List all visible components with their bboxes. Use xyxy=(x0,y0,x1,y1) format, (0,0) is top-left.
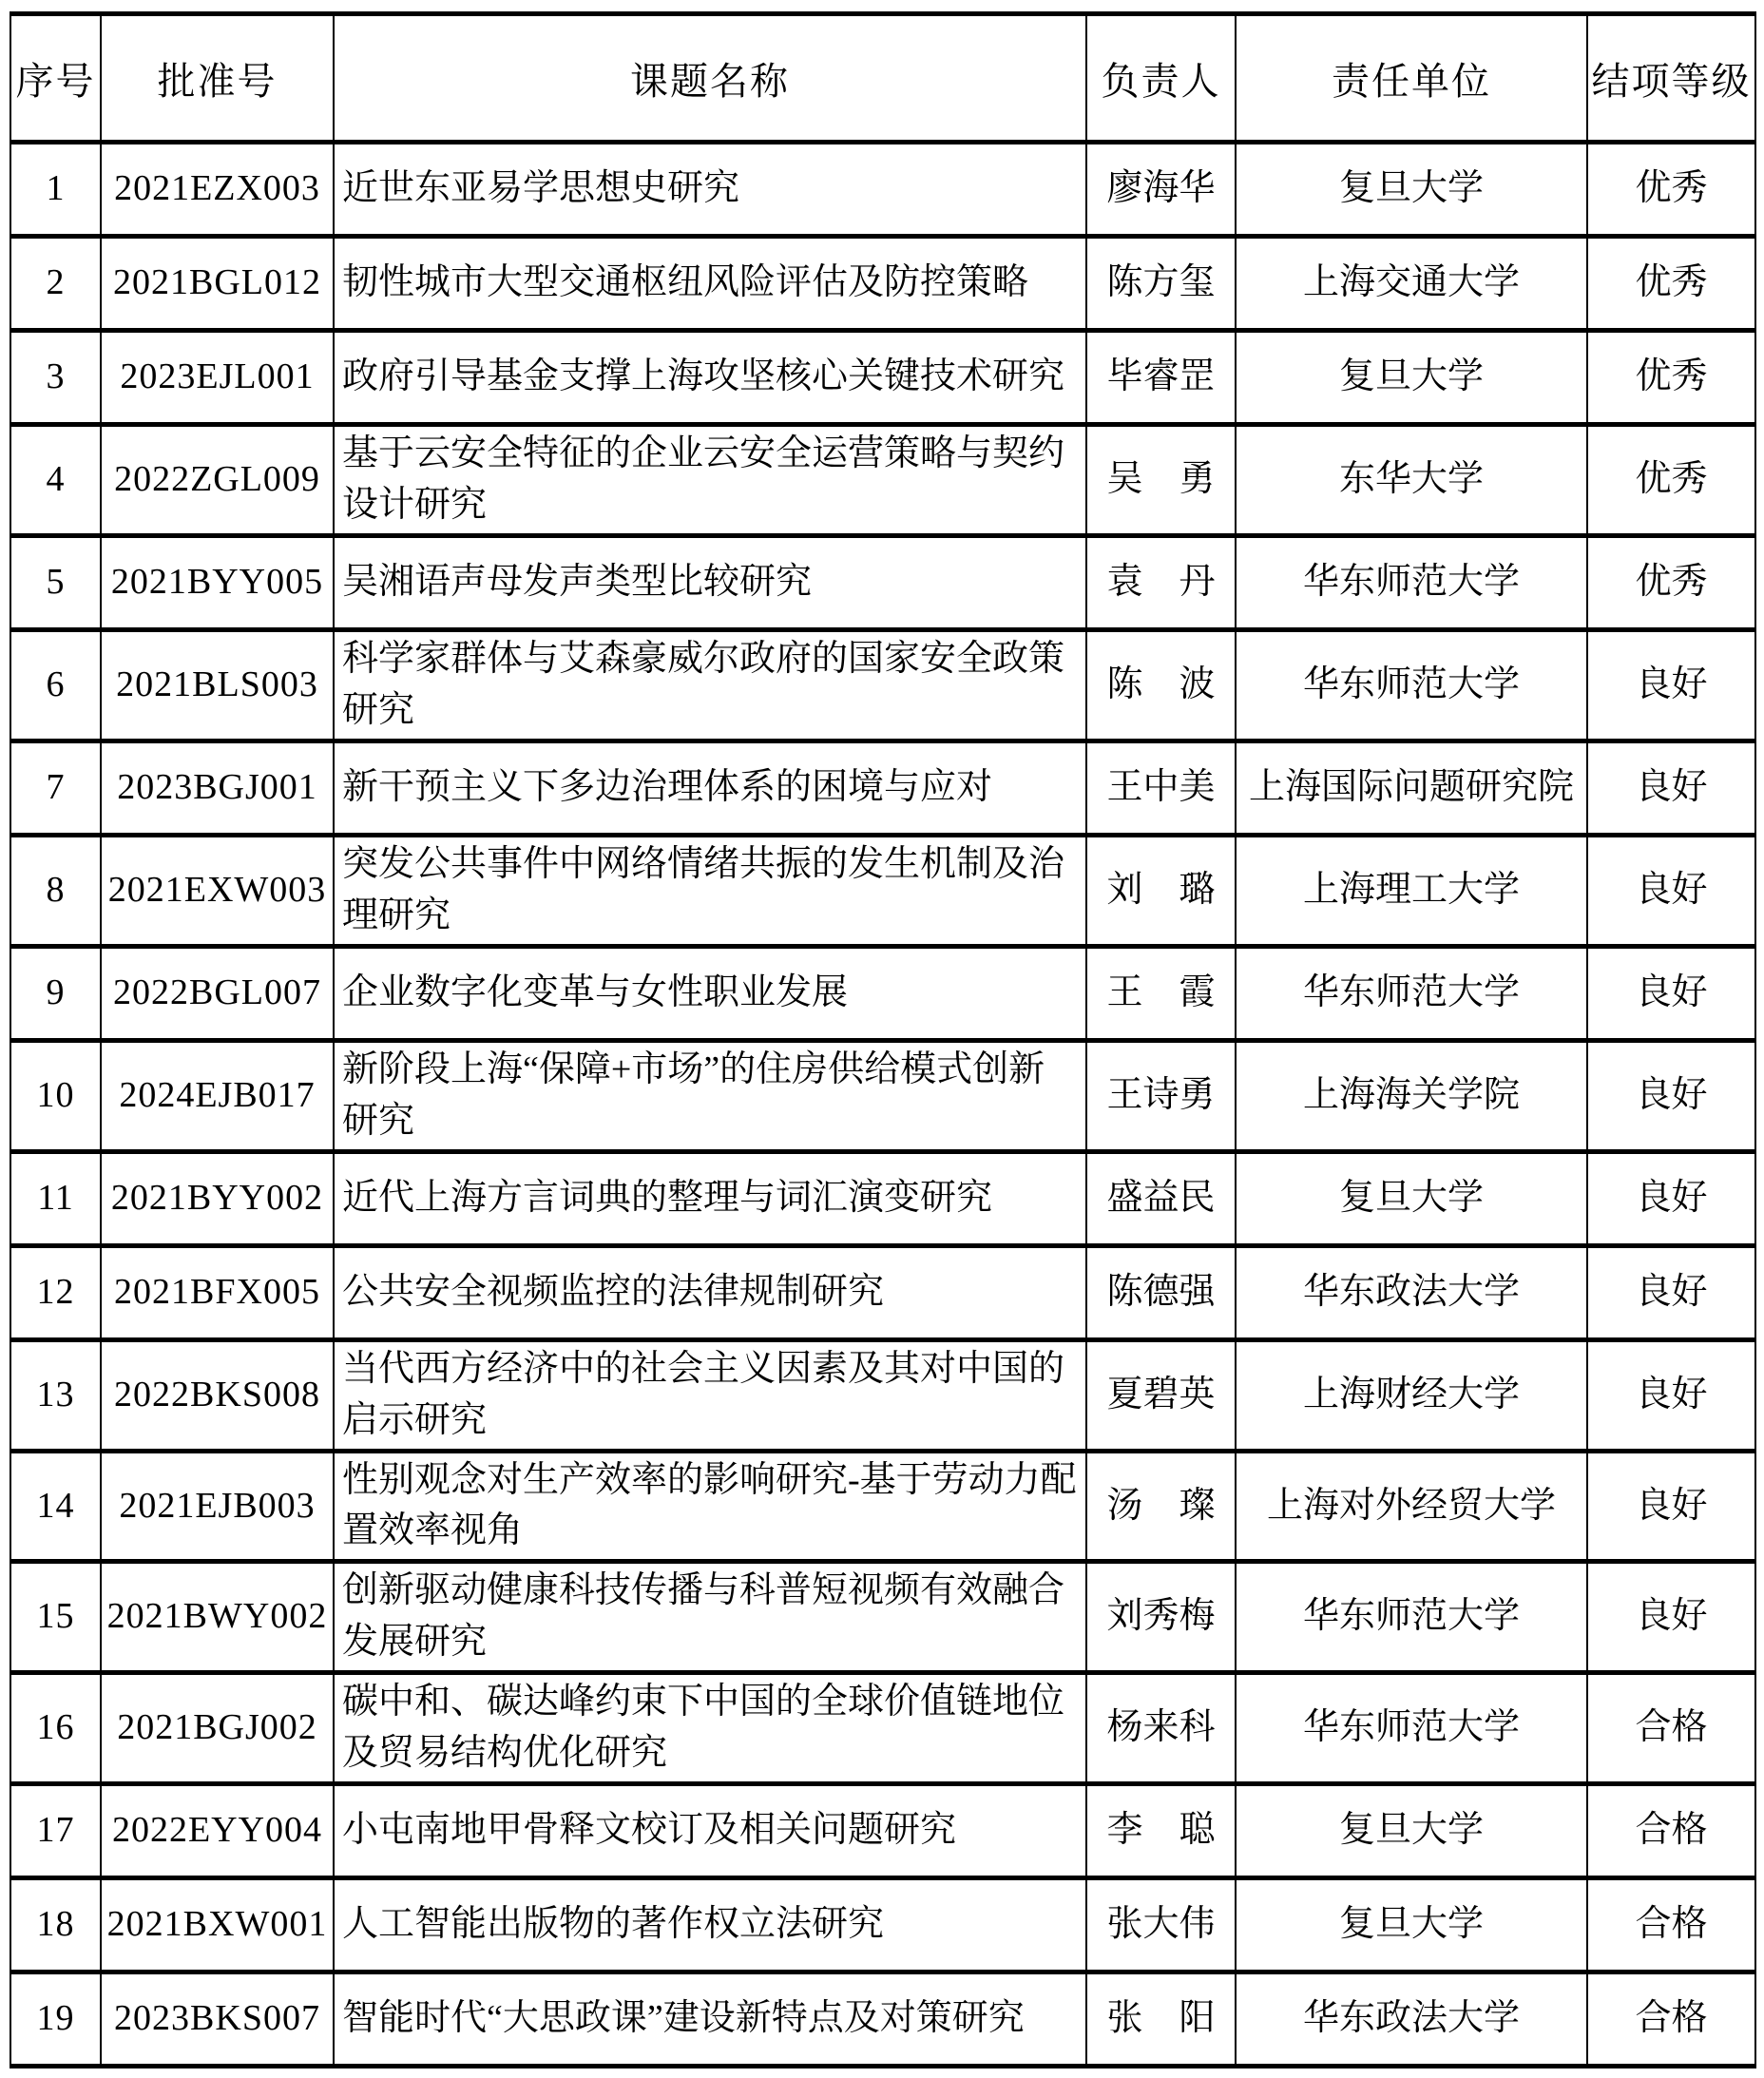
cell-approval-number: 2024EJB017 xyxy=(101,1040,334,1151)
cell-project-title: 当代西方经济中的社会主义因素及其对中国的启示研究 xyxy=(334,1339,1086,1451)
cell-unit: 华东师范大学 xyxy=(1236,946,1587,1040)
cell-index: 14 xyxy=(10,1451,101,1562)
cell-unit: 复旦大学 xyxy=(1236,331,1587,425)
cell-leader: 刘秀梅 xyxy=(1086,1562,1236,1673)
cell-leader: 廖海华 xyxy=(1086,143,1236,237)
cell-index: 12 xyxy=(10,1245,101,1339)
cell-project-title: 智能时代“大思政课”建设新特点及对策研究 xyxy=(334,1972,1086,2067)
cell-unit: 华东师范大学 xyxy=(1236,629,1587,741)
column-header-grade: 结项等级 xyxy=(1587,14,1755,143)
cell-approval-number: 2021EZX003 xyxy=(101,143,334,237)
cell-project-title: 政府引导基金支撑上海攻坚核心关键技术研究 xyxy=(334,331,1086,425)
cell-project-title: 新阶段上海“保障+市场”的住房供给模式创新研究 xyxy=(334,1040,1086,1151)
cell-project-title: 公共安全视频监控的法律规制研究 xyxy=(334,1245,1086,1339)
cell-leader: 盛益民 xyxy=(1086,1151,1236,1245)
table-row xyxy=(10,237,1755,331)
table-row xyxy=(10,1673,1755,1784)
table-row xyxy=(10,1878,1755,1972)
cell-unit: 华东师范大学 xyxy=(1236,535,1587,629)
cell-index: 19 xyxy=(10,1972,101,2067)
cell-leader: 陈德强 xyxy=(1086,1245,1236,1339)
cell-grade: 合格 xyxy=(1587,1673,1755,1784)
cell-index: 9 xyxy=(10,946,101,1040)
table-row xyxy=(10,1562,1755,1673)
project-results-table xyxy=(10,11,1756,2068)
cell-leader: 毕睿罡 xyxy=(1086,331,1236,425)
cell-grade: 良好 xyxy=(1587,1151,1755,1245)
table-row xyxy=(10,741,1755,835)
cell-approval-number: 2023EJL001 xyxy=(101,331,334,425)
cell-leader: 李 聪 xyxy=(1086,1784,1236,1878)
cell-leader: 刘 璐 xyxy=(1086,835,1236,946)
cell-project-title: 韧性城市大型交通枢纽风险评估及防控策略 xyxy=(334,237,1086,331)
cell-unit: 复旦大学 xyxy=(1236,1784,1587,1878)
cell-unit: 上海海关学院 xyxy=(1236,1040,1587,1151)
cell-unit: 上海交通大学 xyxy=(1236,237,1587,331)
cell-grade: 良好 xyxy=(1587,741,1755,835)
table-row xyxy=(10,1784,1755,1878)
cell-project-title: 小屯南地甲骨释文校订及相关问题研究 xyxy=(334,1784,1086,1878)
cell-project-title: 科学家群体与艾森豪威尔政府的国家安全政策研究 xyxy=(334,629,1086,741)
cell-grade: 良好 xyxy=(1587,1451,1755,1562)
table-row xyxy=(10,1451,1755,1562)
cell-project-title: 吴湘语声母发声类型比较研究 xyxy=(334,535,1086,629)
cell-leader: 张 阳 xyxy=(1086,1972,1236,2067)
cell-grade: 优秀 xyxy=(1587,237,1755,331)
cell-index: 15 xyxy=(10,1562,101,1673)
cell-grade: 良好 xyxy=(1587,835,1755,946)
cell-index: 11 xyxy=(10,1151,101,1245)
cell-unit: 复旦大学 xyxy=(1236,1878,1587,1972)
column-header-approval-number: 批准号 xyxy=(101,14,334,143)
cell-grade: 优秀 xyxy=(1587,535,1755,629)
cell-leader: 夏碧英 xyxy=(1086,1339,1236,1451)
cell-approval-number: 2021BFX005 xyxy=(101,1245,334,1339)
cell-grade: 优秀 xyxy=(1587,425,1755,536)
cell-grade: 良好 xyxy=(1587,1339,1755,1451)
cell-unit: 华东师范大学 xyxy=(1236,1562,1587,1673)
cell-grade: 合格 xyxy=(1587,1878,1755,1972)
cell-index: 13 xyxy=(10,1339,101,1451)
cell-project-title: 新干预主义下多边治理体系的困境与应对 xyxy=(334,741,1086,835)
cell-approval-number: 2022ZGL009 xyxy=(101,425,334,536)
cell-approval-number: 2021BXW001 xyxy=(101,1878,334,1972)
table-row xyxy=(10,331,1755,425)
table-row xyxy=(10,1040,1755,1151)
cell-leader: 吴 勇 xyxy=(1086,425,1236,536)
cell-leader: 汤 璨 xyxy=(1086,1451,1236,1562)
cell-unit: 上海财经大学 xyxy=(1236,1339,1587,1451)
cell-index: 18 xyxy=(10,1878,101,1972)
cell-grade: 良好 xyxy=(1587,1245,1755,1339)
column-header-project-title: 课题名称 xyxy=(334,14,1086,143)
cell-approval-number: 2022BGL007 xyxy=(101,946,334,1040)
cell-project-title: 近世东亚易学思想史研究 xyxy=(334,143,1086,237)
column-header-leader: 负责人 xyxy=(1086,14,1236,143)
cell-grade: 合格 xyxy=(1587,1972,1755,2067)
cell-approval-number: 2021BWY002 xyxy=(101,1562,334,1673)
cell-index: 6 xyxy=(10,629,101,741)
cell-approval-number: 2021BGL012 xyxy=(101,237,334,331)
cell-leader: 王诗勇 xyxy=(1086,1040,1236,1151)
cell-approval-number: 2021BGJ002 xyxy=(101,1673,334,1784)
table-row xyxy=(10,946,1755,1040)
cell-project-title: 性别观念对生产效率的影响研究-基于劳动力配置效率视角 xyxy=(334,1451,1086,1562)
column-header-index: 序号 xyxy=(10,14,101,143)
cell-approval-number: 2021BYY005 xyxy=(101,535,334,629)
table-row xyxy=(10,535,1755,629)
cell-unit: 华东师范大学 xyxy=(1236,1673,1587,1784)
cell-leader: 袁 丹 xyxy=(1086,535,1236,629)
cell-unit: 复旦大学 xyxy=(1236,1151,1587,1245)
cell-approval-number: 2023BKS007 xyxy=(101,1972,334,2067)
cell-unit: 华东政法大学 xyxy=(1236,1245,1587,1339)
table-row xyxy=(10,143,1755,237)
cell-index: 1 xyxy=(10,143,101,237)
cell-leader: 杨来科 xyxy=(1086,1673,1236,1784)
cell-grade: 良好 xyxy=(1587,946,1755,1040)
column-header-unit: 责任单位 xyxy=(1236,14,1587,143)
cell-leader: 王 霞 xyxy=(1086,946,1236,1040)
cell-index: 8 xyxy=(10,835,101,946)
table-row xyxy=(10,1151,1755,1245)
cell-grade: 合格 xyxy=(1587,1784,1755,1878)
cell-leader: 陈方玺 xyxy=(1086,237,1236,331)
cell-index: 5 xyxy=(10,535,101,629)
cell-project-title: 碳中和、碳达峰约束下中国的全球价值链地位及贸易结构优化研究 xyxy=(334,1673,1086,1784)
cell-project-title: 企业数字化变革与女性职业发展 xyxy=(334,946,1086,1040)
cell-leader: 王中美 xyxy=(1086,741,1236,835)
cell-grade: 优秀 xyxy=(1587,331,1755,425)
cell-approval-number: 2021EJB003 xyxy=(101,1451,334,1562)
cell-index: 4 xyxy=(10,425,101,536)
table-row xyxy=(10,1972,1755,2067)
cell-index: 2 xyxy=(10,237,101,331)
cell-index: 10 xyxy=(10,1040,101,1151)
cell-project-title: 突发公共事件中网络情绪共振的发生机制及治理研究 xyxy=(334,835,1086,946)
cell-project-title: 基于云安全特征的企业云安全运营策略与契约设计研究 xyxy=(334,425,1086,536)
cell-unit: 上海理工大学 xyxy=(1236,835,1587,946)
table-row xyxy=(10,1339,1755,1451)
cell-index: 3 xyxy=(10,331,101,425)
cell-approval-number: 2023BGJ001 xyxy=(101,741,334,835)
table-row xyxy=(10,1245,1755,1339)
cell-index: 7 xyxy=(10,741,101,835)
cell-approval-number: 2021BLS003 xyxy=(101,629,334,741)
cell-grade: 良好 xyxy=(1587,629,1755,741)
cell-unit: 上海对外经贸大学 xyxy=(1236,1451,1587,1562)
cell-leader: 张大伟 xyxy=(1086,1878,1236,1972)
cell-unit: 上海国际问题研究院 xyxy=(1236,741,1587,835)
header-row xyxy=(10,14,1755,143)
cell-project-title: 创新驱动健康科技传播与科普短视频有效融合发展研究 xyxy=(334,1562,1086,1673)
table-row xyxy=(10,629,1755,741)
cell-index: 17 xyxy=(10,1784,101,1878)
cell-unit: 复旦大学 xyxy=(1236,143,1587,237)
cell-unit: 华东政法大学 xyxy=(1236,1972,1587,2067)
cell-grade: 优秀 xyxy=(1587,143,1755,237)
table-row xyxy=(10,835,1755,946)
cell-approval-number: 2022BKS008 xyxy=(101,1339,334,1451)
cell-index: 16 xyxy=(10,1673,101,1784)
cell-unit: 东华大学 xyxy=(1236,425,1587,536)
cell-project-title: 人工智能出版物的著作权立法研究 xyxy=(334,1878,1086,1972)
cell-approval-number: 2022EYY004 xyxy=(101,1784,334,1878)
cell-approval-number: 2021EXW003 xyxy=(101,835,334,946)
table-row xyxy=(10,425,1755,536)
cell-leader: 陈 波 xyxy=(1086,629,1236,741)
table-body xyxy=(10,143,1755,2067)
cell-project-title: 近代上海方言词典的整理与词汇演变研究 xyxy=(334,1151,1086,1245)
cell-grade: 良好 xyxy=(1587,1562,1755,1673)
cell-approval-number: 2021BYY002 xyxy=(101,1151,334,1245)
cell-grade: 良好 xyxy=(1587,1040,1755,1151)
